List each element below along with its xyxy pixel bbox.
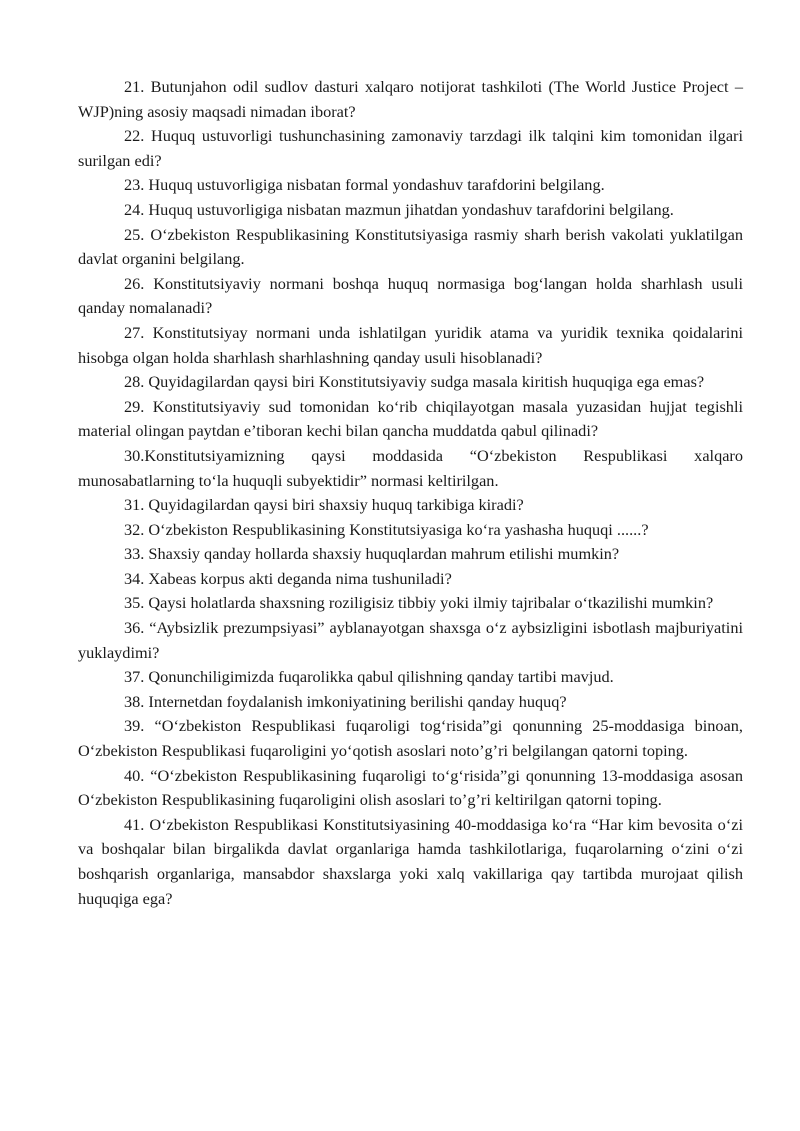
- question-25: 25. O‘zbekiston Respublikasining Konstitutsiyasiga rasmiy sharh berish vakolati yuklatilgan davlat organini belgilang.: [78, 224, 743, 269]
- question-28: 28. Quyidagilardan qaysi biri Konstitutsiyaviy sudga masala kiritish huquqiga ega emas?: [124, 372, 705, 392]
- question-33: 33. Shaxsiy qanday hollarda shaxsiy huquqlardan mahrum etilishi mumkin?: [124, 544, 620, 564]
- question-23: 23. Huquq ustuvorligiga nisbatan formal yondashuv tarafdorini belgilang.: [124, 175, 605, 195]
- question-30: 30.Konstitutsiyamizning qaysi moddasida “O‘zbekiston Respublikasi xalqaro munosabatlarning to‘la huquqli subyektidir” normasi keltirilgan.: [78, 445, 743, 490]
- question-29: 29. Konstitutsiyaviy sud tomonidan ko‘rib chiqilayotgan masala yuzasidan hujjat tegishli material olingan paytdan e’tiboran kechi bilan qancha muddatda qabul qilinadi?: [78, 396, 743, 441]
- question-39: 39. “O‘zbekiston Respublikasi fuqaroligi tog‘risida”gi qonunning 25-moddasiga binoan, O‘zbekiston Respublikasi fuqaroligini yo‘qotish asoslari noto’g’ri belgilangan qatorni toping.: [78, 716, 743, 761]
- question-26: 26. Konstitutsiyaviy normani boshqa huquq normasiga bog‘langan holda sharhlash usuli qanday nomalanadi?: [78, 273, 743, 318]
- question-38: 38. Internetdan foydalanish imkoniyatining berilishi qanday huquq?: [124, 691, 567, 711]
- question-35: 35. Qaysi holatlarda shaxsning roziligisiz tibbiy yoki ilmiy tajribalar o‘tkazilishi mumkin?: [124, 593, 714, 613]
- question-21: 21. Butunjahon odil sudlov dasturi xalqaro notijorat tashkiloti (The World Justice Project – WJP)ning asosiy maqsadi nimadan iborat?: [78, 77, 743, 121]
- document-page: [78, 75, 743, 911]
- question-27: 27. Konstitutsiyay normani unda ishlatilgan yuridik atama va yuridik texnika qoidalarini hisobga olgan holda sharhlash sharhlashning qanday usuli hisoblanadi?: [78, 322, 743, 367]
- question-24: 24. Huquq ustuvorligiga nisbatan mazmun jihatdan yondashuv tarafdorini belgilang.: [124, 199, 674, 219]
- question-41: 41. O‘zbekiston Respublikasi Konstitutsiyasining 40-moddasiga ko‘ra “Har kim bevosita o‘zi va boshqalar bilan birgalikda davlat organlariga hamda tashkilotlariga, fuqarolarning o‘zini o‘zi boshqarish organlariga, mansabdor shaxslarga yoki xalq vakillariga qay tartibda murojaat qilish huquqiga ega?: [78, 814, 743, 908]
- question-31: 31. Quyidagilardan qaysi biri shaxsiy huquq tarkibiga kiradi?: [124, 495, 524, 515]
- question-40: 40. “O‘zbekiston Respublikasining fuqaroligi to‘g‘risida”gi qonunning 13-moddasiga asosan O‘zbekiston Respublikasining fuqaroligini olish asoslari to’g’ri keltirilgan qatorni toping.: [78, 765, 743, 810]
- question-34: 34. Xabeas korpus akti deganda nima tushuniladi?: [124, 568, 452, 588]
- question-37: 37. Qonunchiligimizda fuqarolikka qabul qilishning qanday tartibi mavjud.: [124, 667, 614, 687]
- question-36: 36. “Aybsizlik prezumpsiyasi” ayblanayotgan shaxsga o‘z aybsizligini isbotlash majburiyatini yuklaydimi?: [78, 618, 743, 662]
- question-32: 32. O‘zbekiston Respublikasining Konstitutsiyasiga ko‘ra yashasha huquqi ......?: [124, 519, 649, 539]
- question-22: 22. Huquq ustuvorligi tushunchasining zamonaviy tarzdagi ilk talqini kim tomonidan ilgari surilgan edi?: [78, 126, 743, 170]
